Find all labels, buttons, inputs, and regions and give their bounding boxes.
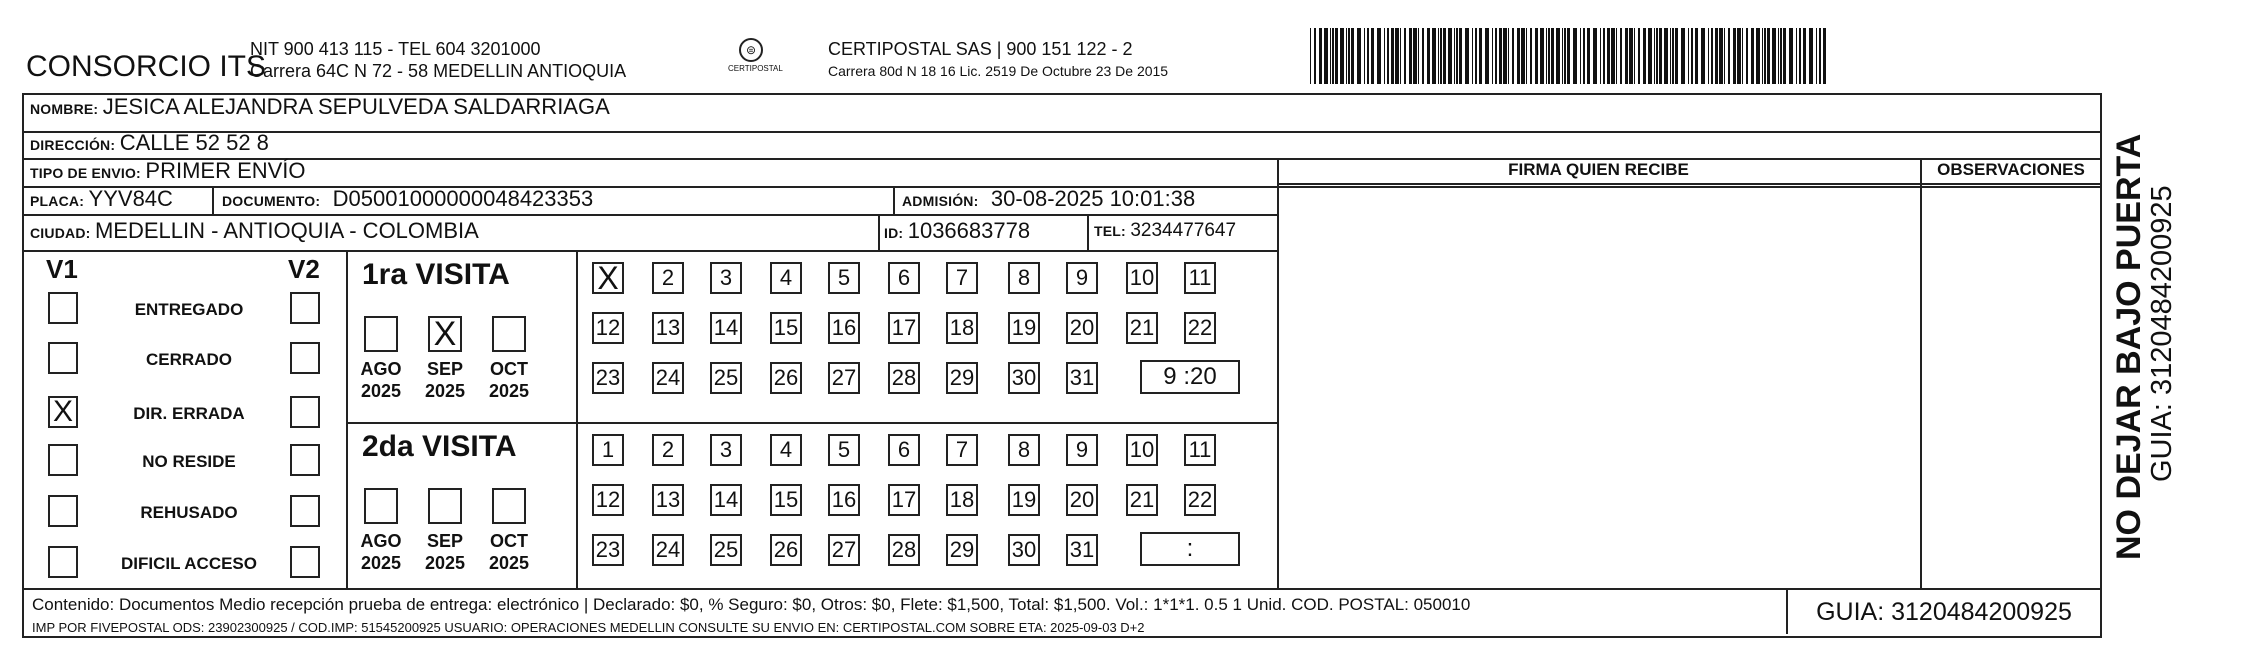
- logo-text: CERTIPOSTAL: [728, 64, 783, 73]
- documento-value: D05001000000048423353: [332, 186, 594, 211]
- v1-checkbox[interactable]: [48, 342, 78, 374]
- status-reason-label: REHUSADO: [140, 503, 238, 522]
- day-checkbox[interactable]: 27: [828, 534, 860, 566]
- month-name: AGO: [360, 359, 402, 379]
- month-year: 2025: [424, 381, 466, 401]
- documento-label: DOCUMENTO:: [222, 193, 321, 209]
- day-checkbox[interactable]: 31: [1066, 534, 1098, 566]
- status-reason-label: DIFICIL ACCESO: [120, 554, 257, 573]
- firma-header: FIRMA QUIEN RECIBE: [1508, 160, 1689, 179]
- day-checkbox[interactable]: 21: [1126, 312, 1158, 344]
- status-reason-label: DIR. ERRADA: [133, 404, 245, 423]
- day-checkbox[interactable]: 28: [888, 362, 920, 394]
- placa-label: PLACA:: [30, 193, 85, 209]
- day-checkbox[interactable]: 20: [1066, 312, 1098, 344]
- day-checkbox[interactable]: 16: [828, 484, 860, 516]
- day-checkbox[interactable]: 11: [1184, 262, 1216, 294]
- v1-checkbox[interactable]: [48, 292, 78, 324]
- month-label: [356, 530, 406, 574]
- day-checkbox[interactable]: 17: [888, 312, 920, 344]
- v2-checkbox[interactable]: [290, 342, 320, 374]
- v2-header: V2: [288, 254, 320, 284]
- month-checkbox[interactable]: [492, 316, 526, 352]
- observations-area[interactable]: [1922, 186, 2100, 586]
- v1-checkbox[interactable]: [48, 546, 78, 578]
- nombre-label: NOMBRE:: [30, 101, 99, 117]
- nombre-value: JESICA ALEJANDRA SEPULVEDA SALDARRIAGA: [102, 94, 610, 119]
- month-name: OCT: [490, 531, 528, 551]
- company-name: CONSORCIO ITS: [26, 50, 267, 83]
- direccion-field: [30, 130, 269, 156]
- day-checkbox[interactable]: 10: [1126, 262, 1158, 294]
- day-checkbox[interactable]: 24: [652, 362, 684, 394]
- company-address: Carrera 64C N 72 - 58 MEDELLIN ANTIOQUIA: [250, 61, 627, 81]
- month-label: [420, 530, 470, 574]
- v1-checkbox[interactable]: [48, 495, 78, 527]
- day-checkbox[interactable]: 22: [1184, 484, 1216, 516]
- day-checkbox[interactable]: 25: [710, 362, 742, 394]
- day-checkbox[interactable]: 7: [946, 262, 978, 294]
- day-checkbox[interactable]: 21: [1126, 484, 1158, 516]
- id-label: ID:: [884, 225, 904, 241]
- footer-content: Contenido: Documentos Medio recepción prueba de entrega: electrónico | Declarado: $0, % Seguro: $0, Otros: $0, Flete: $1,500, Total: $1,500. Vol.: 1*1*1. 0.5 1 Unid. COD. POSTAL: 050010: [32, 595, 1471, 614]
- day-checkbox[interactable]: 26: [770, 534, 802, 566]
- month-name: SEP: [426, 359, 464, 379]
- placa-value: YYV84C: [88, 186, 173, 211]
- tipo-envio-field: [30, 158, 306, 184]
- month-checkbox[interactable]: [428, 488, 462, 524]
- day-checkbox[interactable]: 13: [652, 484, 684, 516]
- day-checkbox[interactable]: 5: [828, 262, 860, 294]
- admision-label: ADMISIÓN:: [902, 193, 979, 209]
- documento-field: [222, 186, 593, 212]
- day-checkbox[interactable]: 6: [888, 262, 920, 294]
- month-year: 2025: [360, 553, 402, 573]
- visit-time-field[interactable]: 9 :20: [1140, 360, 1240, 394]
- courier-name: CERTIPOSTAL SAS | 900 151 122 - 2: [828, 39, 1133, 59]
- v1-checkbox[interactable]: X: [48, 396, 78, 428]
- visit-title: 1ra VISITA: [362, 258, 510, 291]
- day-checkbox[interactable]: 25: [710, 534, 742, 566]
- month-checkbox[interactable]: [492, 488, 526, 524]
- day-checkbox[interactable]: 3: [710, 262, 742, 294]
- day-checkbox[interactable]: 7: [946, 434, 978, 466]
- day-checkbox[interactable]: 30: [1008, 534, 1040, 566]
- day-checkbox[interactable]: 13: [652, 312, 684, 344]
- tipo-envio-value: PRIMER ENVÍO: [145, 158, 306, 183]
- tipo-envio-label: TIPO DE ENVIO:: [30, 165, 141, 181]
- day-checkbox[interactable]: 2: [652, 434, 684, 466]
- logo-icon: ⊜: [739, 38, 763, 62]
- day-checkbox[interactable]: 28: [888, 534, 920, 566]
- day-checkbox[interactable]: 29: [946, 534, 978, 566]
- day-checkbox[interactable]: 23: [592, 534, 624, 566]
- month-year: 2025: [488, 381, 530, 401]
- v2-checkbox[interactable]: [290, 546, 320, 578]
- day-checkbox[interactable]: 20: [1066, 484, 1098, 516]
- day-checkbox[interactable]: 29: [946, 362, 978, 394]
- side-guia: GUIA: 3120484200925: [2146, 185, 2178, 482]
- id-field: [884, 218, 1030, 244]
- day-checkbox[interactable]: 15: [770, 312, 802, 344]
- month-label: [484, 358, 534, 402]
- day-checkbox[interactable]: 15: [770, 484, 802, 516]
- admision-field: [902, 186, 1195, 212]
- direccion-label: DIRECCIÓN:: [30, 137, 116, 153]
- side-warning: NO DEJAR BAJO PUERTA: [2110, 133, 2148, 560]
- month-name: AGO: [360, 531, 402, 551]
- day-checkbox[interactable]: 24: [652, 534, 684, 566]
- month-checkbox[interactable]: X: [428, 316, 462, 352]
- day-checkbox[interactable]: 19: [1008, 484, 1040, 516]
- day-checkbox[interactable]: 27: [828, 362, 860, 394]
- day-checkbox[interactable]: 5: [828, 434, 860, 466]
- day-checkbox[interactable]: 9: [1066, 262, 1098, 294]
- day-checkbox[interactable]: 18: [946, 484, 978, 516]
- month-name: SEP: [426, 531, 464, 551]
- v2-checkbox[interactable]: [290, 444, 320, 476]
- month-year: 2025: [424, 553, 466, 573]
- tel-label: TEL:: [1094, 223, 1126, 239]
- tel-field: [1094, 220, 1236, 242]
- visit-title: 2da VISITA: [362, 430, 517, 463]
- day-checkbox[interactable]: 3: [710, 434, 742, 466]
- day-checkbox[interactable]: 4: [770, 262, 802, 294]
- certipostal-logo: [728, 38, 783, 73]
- day-checkbox[interactable]: 23: [592, 362, 624, 394]
- day-checkbox[interactable]: 26: [770, 362, 802, 394]
- nombre-field: [30, 94, 610, 120]
- month-name: OCT: [490, 359, 528, 379]
- company-info: [250, 38, 626, 82]
- ciudad-field: [30, 218, 479, 244]
- day-checkbox[interactable]: 17: [888, 484, 920, 516]
- v1-header: V1: [46, 254, 78, 284]
- day-checkbox[interactable]: 4: [770, 434, 802, 466]
- courier-address: Carrera 80d N 18 16 Lic. 2519 De Octubre 23 De 2015: [828, 63, 1169, 79]
- tel-value: 3234477647: [1130, 220, 1237, 241]
- status-reason-label: NO RESIDE: [142, 452, 236, 471]
- company-nit: NIT 900 413 115 - TEL 604 3201000: [250, 39, 541, 59]
- signature-area[interactable]: [1279, 186, 1918, 586]
- observaciones-header: OBSERVACIONES: [1937, 160, 2085, 179]
- barcode: [1310, 28, 1830, 84]
- day-checkbox[interactable]: 9: [1066, 434, 1098, 466]
- day-checkbox[interactable]: 2: [652, 262, 684, 294]
- day-checkbox[interactable]: 1: [592, 434, 624, 466]
- courier-info: [828, 38, 1168, 82]
- ciudad-value: MEDELLIN - ANTIOQUIA - COLOMBIA: [94, 218, 479, 243]
- day-checkbox[interactable]: 11: [1184, 434, 1216, 466]
- day-checkbox[interactable]: 19: [1008, 312, 1040, 344]
- placa-field: [30, 186, 173, 212]
- status-reason-label: ENTREGADO: [134, 300, 244, 319]
- day-checkbox[interactable]: 12: [592, 312, 624, 344]
- day-checkbox[interactable]: 16: [828, 312, 860, 344]
- ciudad-label: CIUDAD:: [30, 225, 91, 241]
- direccion-value: CALLE 52 52 8: [119, 130, 269, 155]
- v2-checkbox[interactable]: [290, 396, 320, 428]
- footer-imp: IMP POR FIVEPOSTAL ODS: 23902300925 / COD.IMP: 51545200925 USUARIO: OPERACIONES MEDELLIN CONSULTE SU ENVIO EN: CERTIPOSTAL.COM SOBRE ETA: 2025-09-03 D+2: [32, 620, 1145, 635]
- month-label: [484, 530, 534, 574]
- day-checkbox[interactable]: 10: [1126, 434, 1158, 466]
- month-checkbox[interactable]: [364, 488, 398, 524]
- guia-number: GUIA: 3120484200925: [1786, 590, 2100, 634]
- status-reason-label: CERRADO: [146, 350, 232, 369]
- day-checkbox[interactable]: 22: [1184, 312, 1216, 344]
- month-label: [420, 358, 470, 402]
- admision-value: 30-08-2025 10:01:38: [990, 186, 1196, 211]
- id-value: 1036683778: [907, 218, 1031, 243]
- month-checkbox[interactable]: [364, 316, 398, 352]
- day-checkbox[interactable]: 30: [1008, 362, 1040, 394]
- day-checkbox[interactable]: 6: [888, 434, 920, 466]
- day-checkbox[interactable]: 8: [1008, 262, 1040, 294]
- v1-checkbox[interactable]: [48, 444, 78, 476]
- month-year: 2025: [360, 381, 402, 401]
- day-checkbox[interactable]: 31: [1066, 362, 1098, 394]
- day-checkbox[interactable]: 8: [1008, 434, 1040, 466]
- month-label: [356, 358, 406, 402]
- v2-checkbox[interactable]: [290, 292, 320, 324]
- day-checkbox[interactable]: X: [592, 262, 624, 294]
- day-checkbox[interactable]: 18: [946, 312, 978, 344]
- day-checkbox[interactable]: 12: [592, 484, 624, 516]
- day-checkbox[interactable]: 14: [710, 312, 742, 344]
- v2-checkbox[interactable]: [290, 495, 320, 527]
- day-checkbox[interactable]: 14: [710, 484, 742, 516]
- month-year: 2025: [488, 553, 530, 573]
- visit-time-field[interactable]: :: [1140, 532, 1240, 566]
